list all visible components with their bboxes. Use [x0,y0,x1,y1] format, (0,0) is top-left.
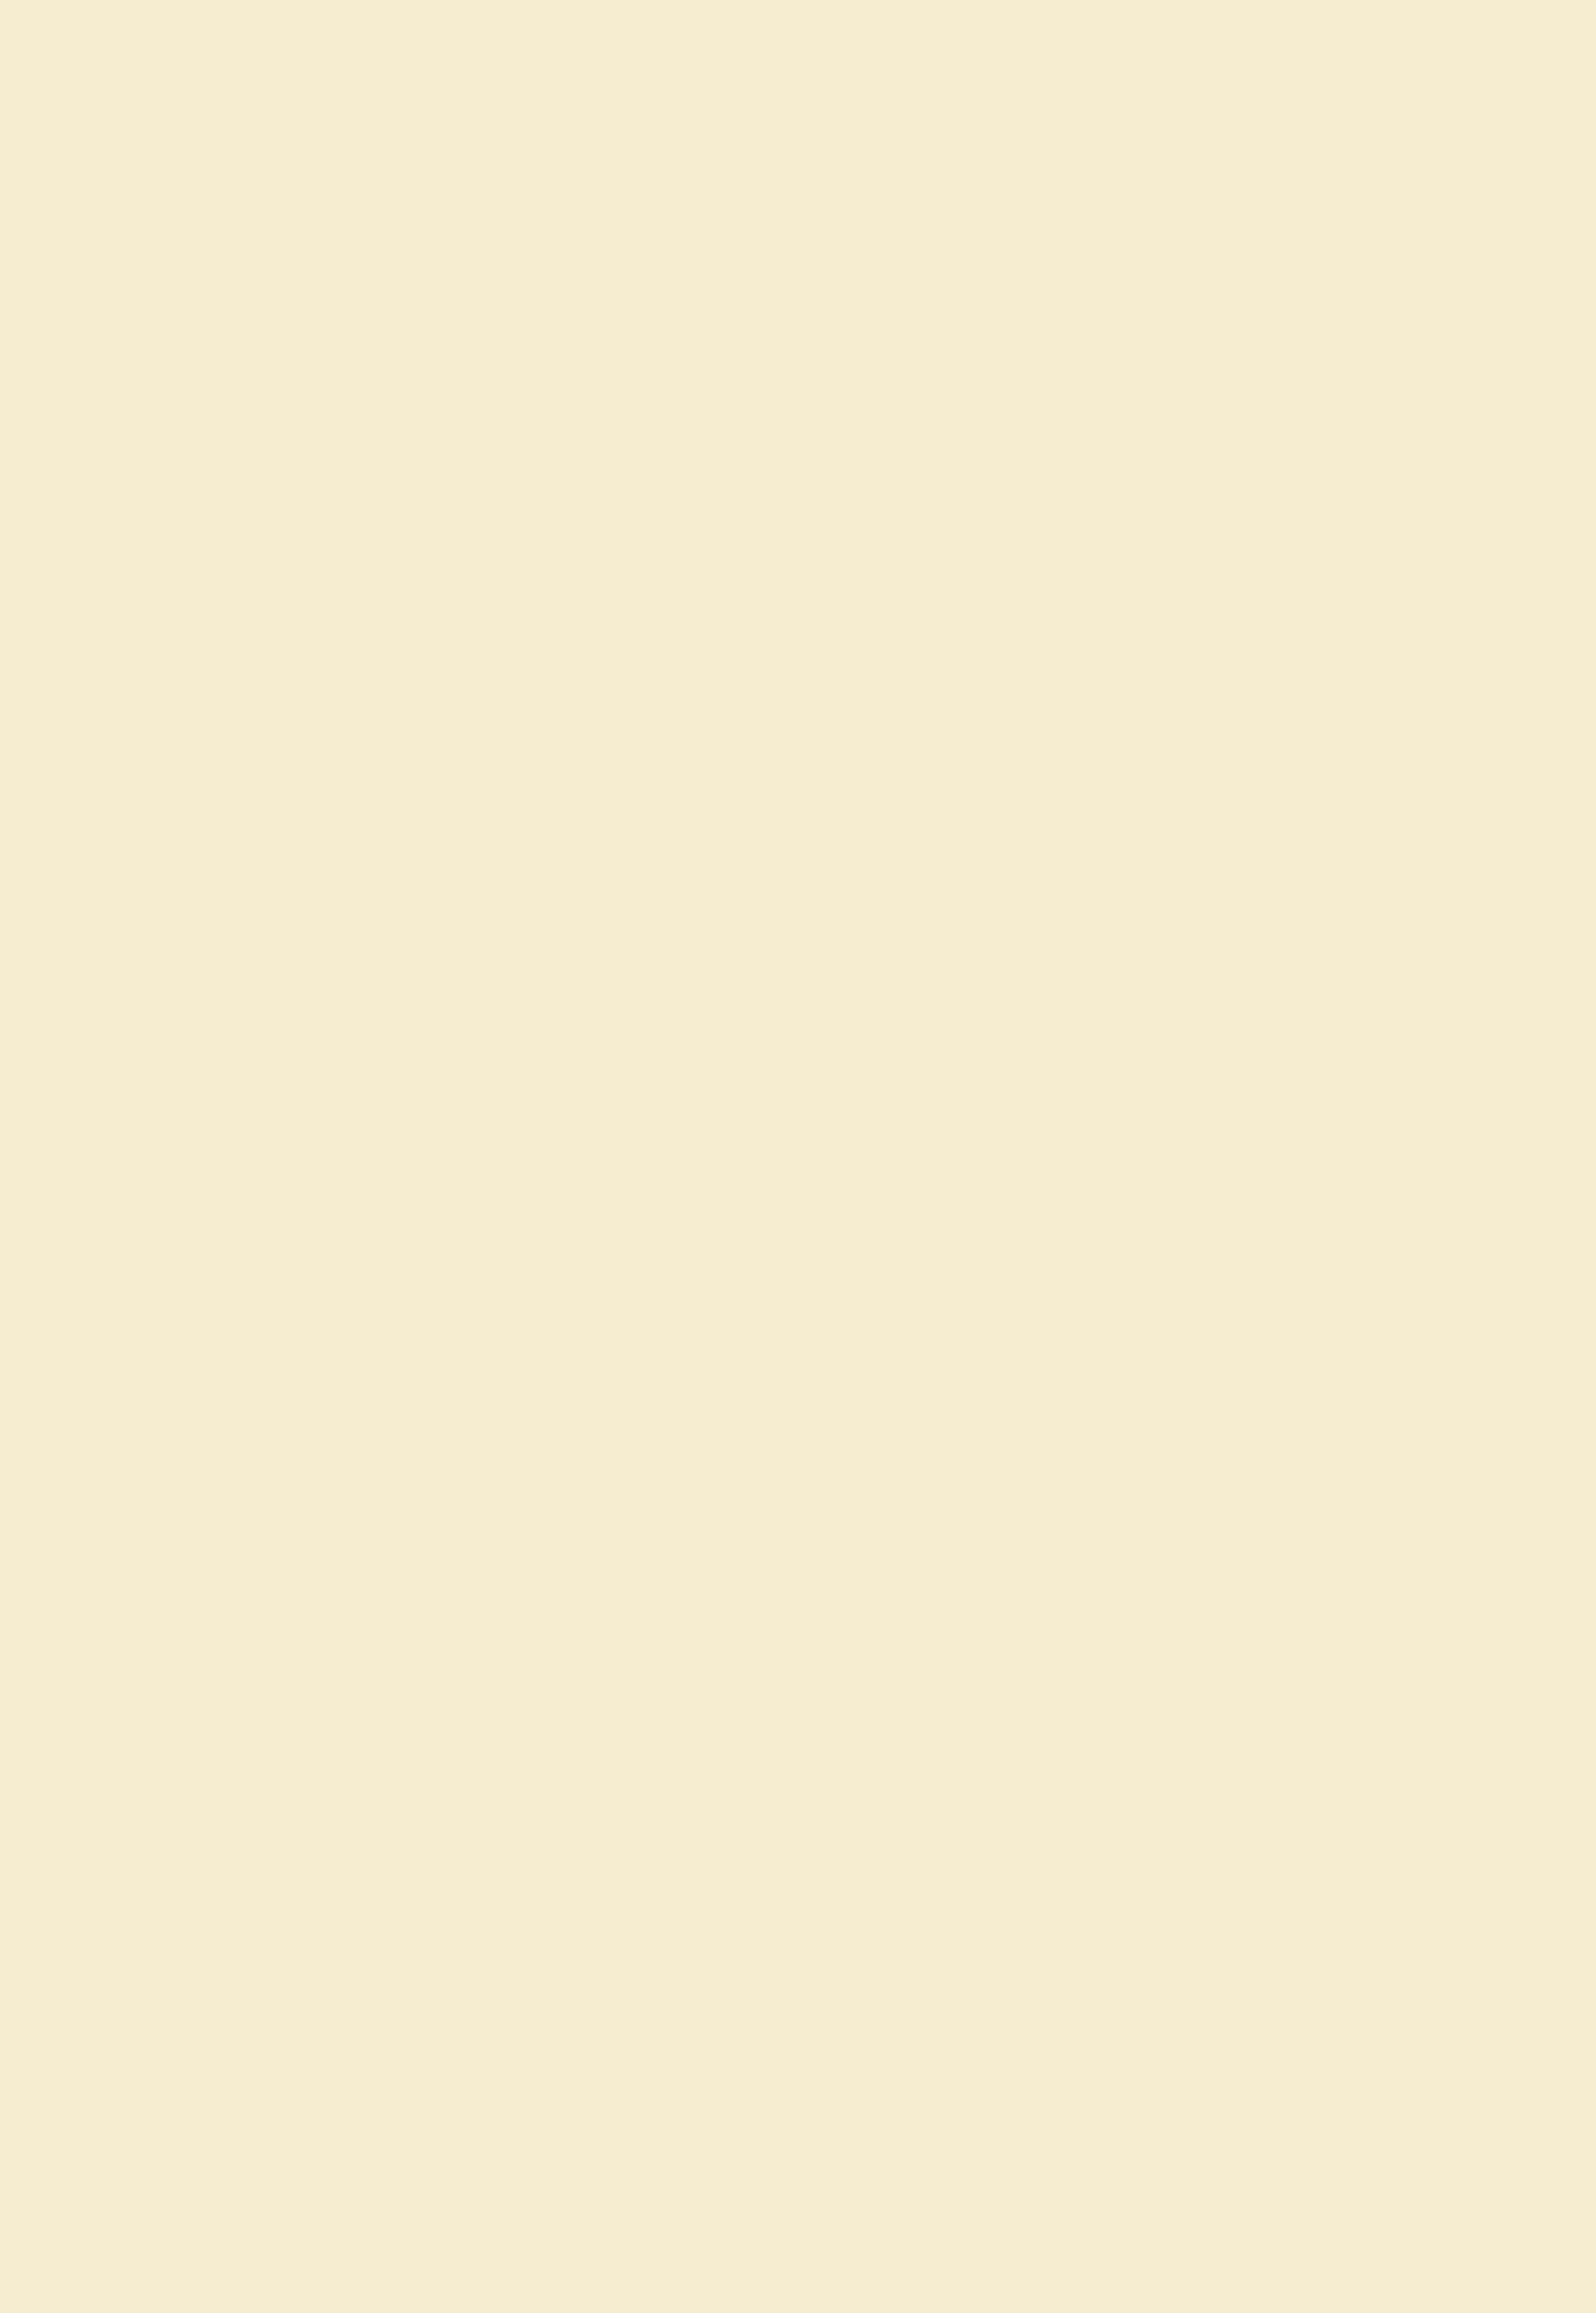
stanza-1 [441,1468,1302,1469]
hymn-text [441,1468,1302,1483]
